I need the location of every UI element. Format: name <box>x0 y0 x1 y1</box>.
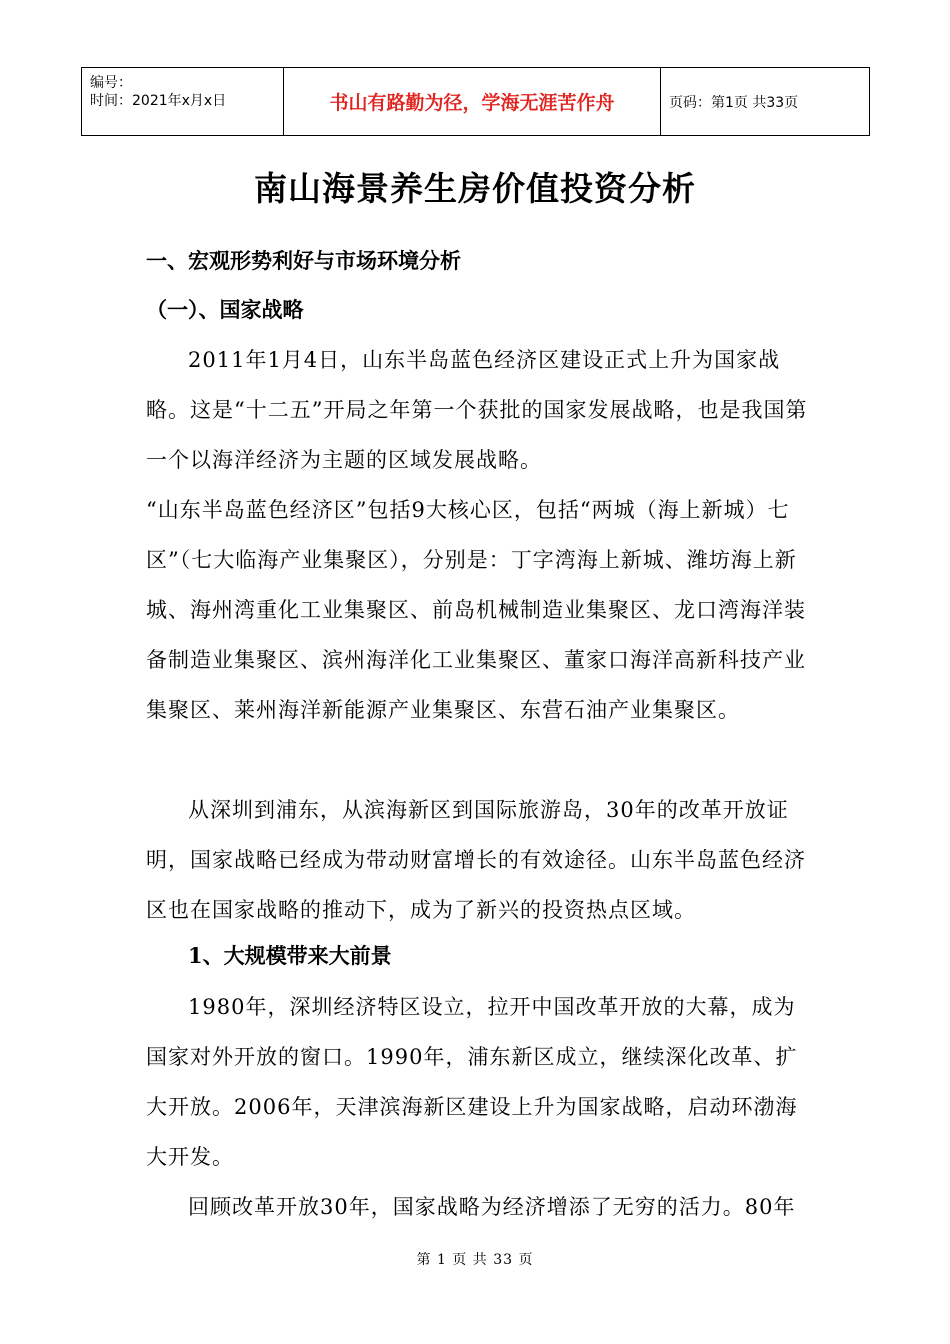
date-label: 时间：2021年x月x日 <box>90 93 227 109</box>
section-heading: 一、宏观形势利好与市场环境分析 <box>146 248 461 273</box>
subsection-heading: （一）、国家战略 <box>146 297 304 322</box>
page-info: 页码：第1页 共33页 <box>661 68 870 136</box>
number-label: 编号： <box>90 75 132 91</box>
paragraph-4: 1980年，深圳经济特区设立，拉开中国改革开放的大幕，成为国家对外开放的窗口。1990年，浦东新区成立，继续深化改革、扩大开放。2006年，天津滨海新区建设上升为国家战略，启动环渤海大开发。 <box>146 995 798 1169</box>
paragraph-5: 回顾改革开放30年，国家战略为经济增添了无穷的活力。80年 <box>188 1195 796 1219</box>
header-meta <box>82 68 284 136</box>
motto: 书山有路勤为径，学海无涯苦作舟 <box>284 68 661 136</box>
page-footer: 第 1 页 共 33 页 <box>416 1252 534 1268</box>
header-table <box>81 67 870 136</box>
subsection-heading-1: 1、大规模带来大前景 <box>188 943 392 968</box>
paragraph-3: 从深圳到浦东，从滨海新区到国际旅游岛，30年的改革开放证明，国家战略已经成为带动财富增长的有效途径。山东半岛蓝色经济区也在国家战略的推动下，成为了新兴的投资热点区域。 <box>146 798 806 922</box>
paragraph-1: 2011年1月4日，山东半岛蓝色经济区建设正式上升为国家战略。这是“十二五”开局之年第一个获批的国家发展战略，也是我国第一个以海洋经济为主题的区域发展战略。 <box>146 348 808 472</box>
document-title: 南山海景养生房价值投资分析 <box>254 169 696 208</box>
paragraph-2: “山东半岛蓝色经济区”包括9大核心区，包括“两城（海上新城）七区”（七大临海产业集聚区），分别是：丁字湾海上新城、潍坊海上新城、海州湾重化工业集聚区、前岛机械制造业集聚区、龙口湾海洋装备制造业集聚区、滨州海洋化工业集聚区、董家口海洋高新科技产业集聚区、莱州海洋新能源产业集聚区、东营石油产业集聚区。 <box>146 498 806 722</box>
